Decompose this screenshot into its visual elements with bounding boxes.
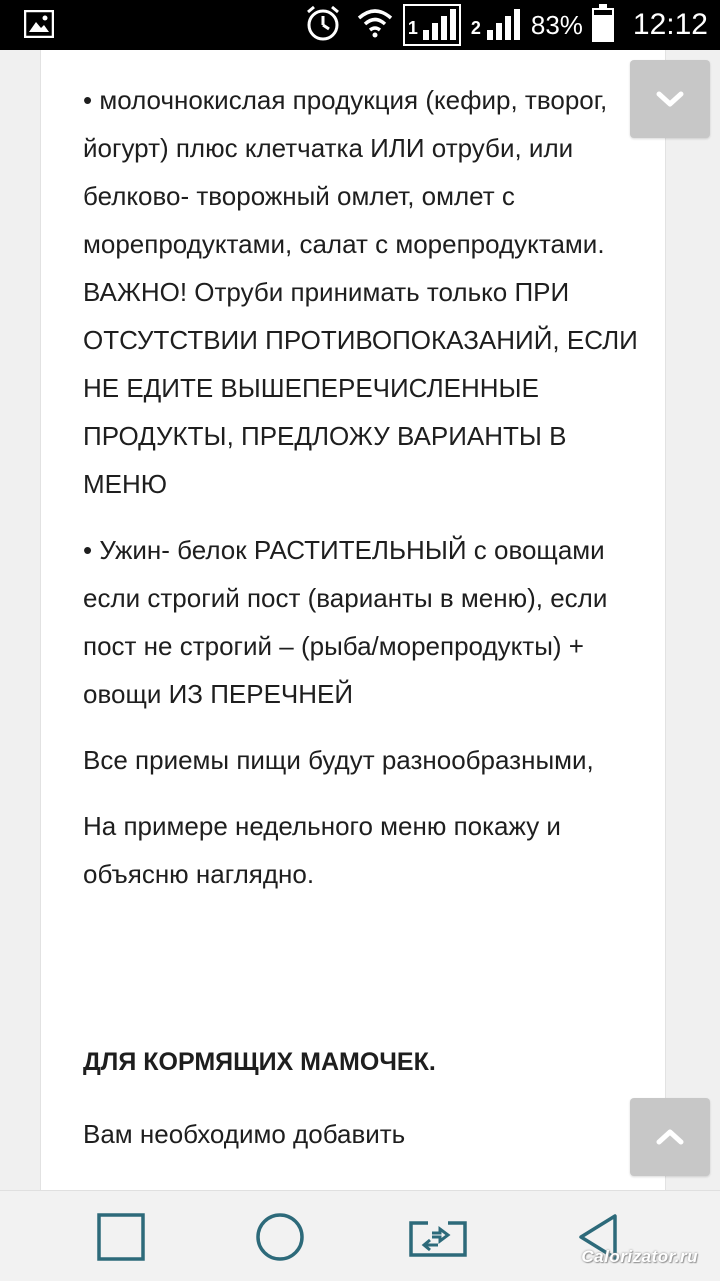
article-page[interactable]: [40, 50, 666, 1190]
paragraph-dairy: • молочнокислая продукция (кефир, творог, йогурт) плюс клетчатка ИЛИ отруби, или белково- творожный омлет, омлет с морепродуктами, салат с морепродуктами. ВАЖНО! Отруби принимать только ПРИ ОТСУТСТВИИ ПРОТИВОПОКАЗАНИЙ, ЕСЛИ НЕ ЕДИТЕ ВЫШЕПЕРЕЧИСЛЕННЫЕ ПРОДУКТЫ, ПРЕДЛОЖУ ВАРИАНТЫ В МЕНЮ: [83, 85, 638, 499]
paragraph-add: Вам необходимо добавить: [83, 1119, 406, 1149]
scroll-up-button[interactable]: [630, 1098, 710, 1176]
wifi-icon: [357, 8, 393, 43]
signal-sim2-icon: [467, 4, 523, 46]
status-bar: [0, 0, 720, 50]
paragraph-variety: Все приемы пищи будут разнообразными,: [83, 745, 594, 775]
paragraph-dinner: • Ужин- белок РАСТИТЕЛЬНЫЙ с овощами если строгий пост (варианты в меню), если пост не строгий – (рыба/морепродукты) + овощи ИЗ ПЕРЕЧНЕЙ: [83, 535, 608, 709]
home-button[interactable]: [250, 1209, 310, 1265]
watermark-text: Calorizator.ru: [581, 1247, 698, 1266]
dual-window-icon: [408, 1215, 468, 1259]
recents-square-icon: [96, 1212, 146, 1262]
alarm-icon: [303, 3, 343, 48]
section-heading: ДЛЯ КОРМЯЩИХ МАМОЧЕК.: [83, 1048, 436, 1076]
image-icon: [24, 10, 54, 38]
battery-percent: 83%: [530, 9, 583, 40]
home-circle-icon: [254, 1211, 306, 1263]
chevron-up-icon: [655, 1127, 685, 1147]
navigation-bar: [0, 1190, 720, 1281]
sim2-label: 2: [470, 18, 481, 38]
paragraph-weekly-menu: На примере недельного меню покажу и объясню наглядно.: [83, 811, 561, 889]
clock: 12:12: [632, 8, 708, 41]
battery-icon: [591, 3, 615, 48]
article-content: [83, 76, 643, 1176]
scroll-down-button[interactable]: [630, 60, 710, 138]
chevron-down-icon: [655, 89, 685, 109]
signal-sim1-icon: [403, 4, 461, 46]
spacer: [83, 916, 643, 1038]
recents-button[interactable]: [91, 1209, 151, 1265]
sim1-label: 1: [407, 18, 418, 38]
dual-window-button[interactable]: [408, 1209, 468, 1265]
